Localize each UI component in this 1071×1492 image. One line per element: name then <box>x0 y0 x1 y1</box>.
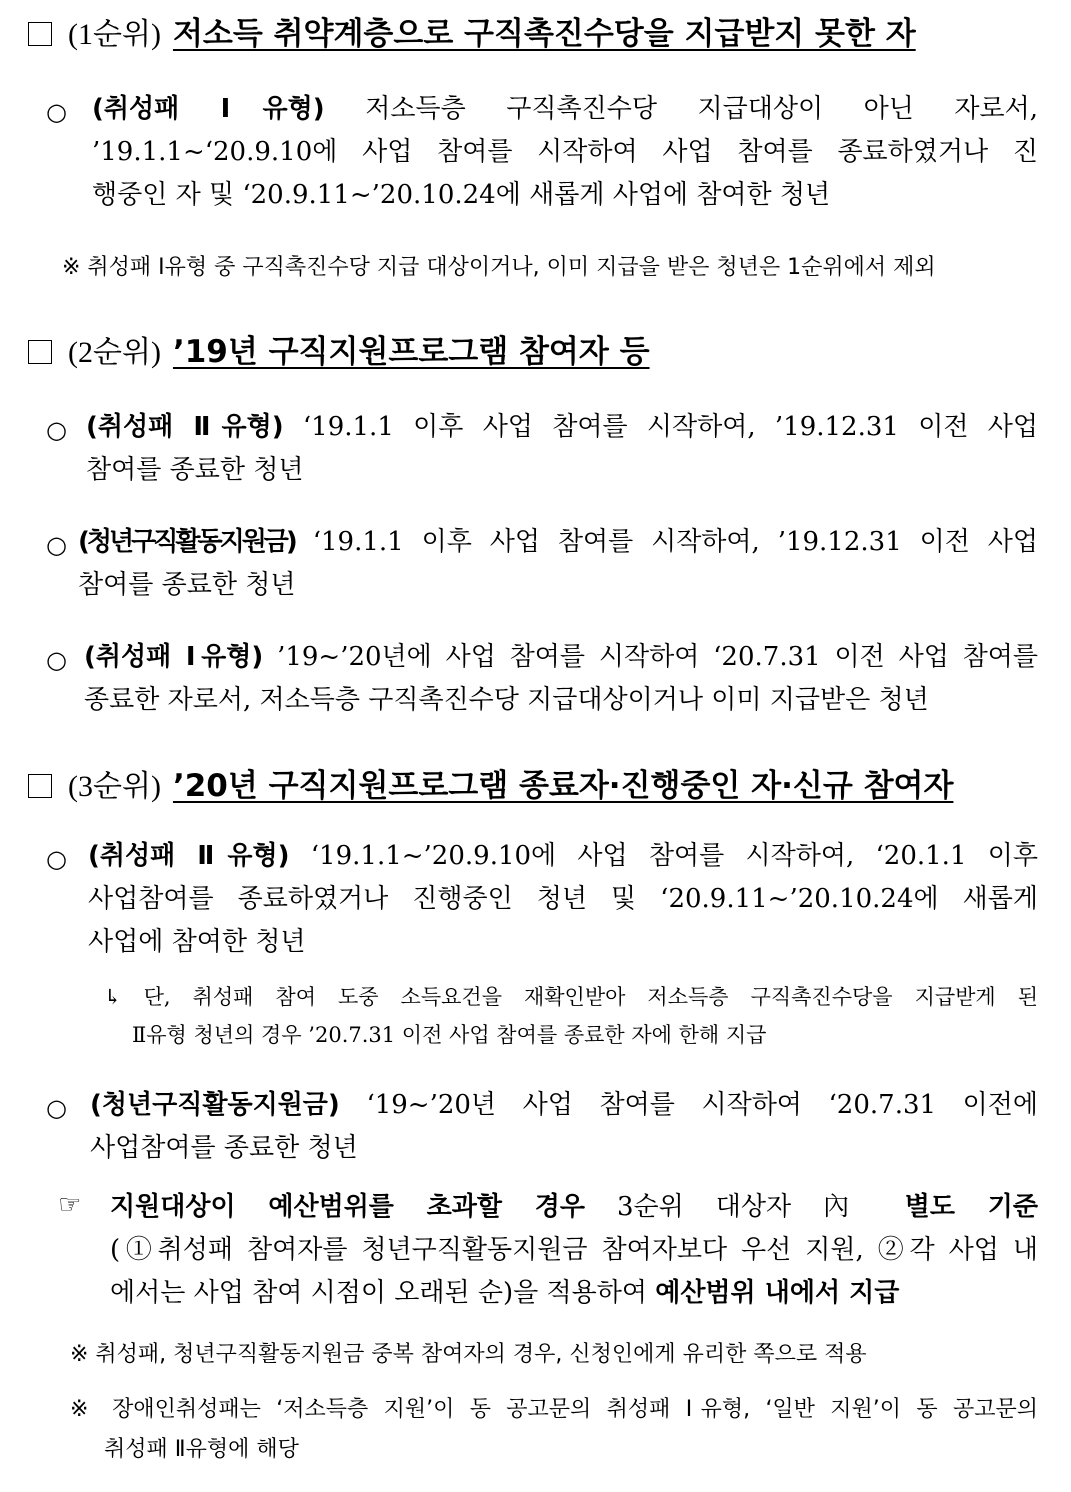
item-text: 저소득층 구직촉진수당 지급대상이 아닌 자로서, <box>365 94 1039 124</box>
note-text: ※ 장애인취성패는 ‘저소득층 지원’이 동 공고문의 취성패 Ⅰ유형, ‘일반 지원’이 동 공고문의 <box>70 1397 1038 1422</box>
item-tag: (청년구직활동지원금) <box>78 527 295 557</box>
checkbox-square-icon <box>28 22 52 46</box>
item-text: 참여를 종료한 청년 <box>78 570 296 600</box>
circle-bullet-icon: ○ <box>46 1094 67 1122</box>
item-tag: (취성패 Ⅰ유형) <box>84 642 264 672</box>
section-3-heading <box>28 766 953 807</box>
item-text: 종료한 자로서, 저소득층 구직촉진수당 지급대상이거나 이미 지급받은 청년 <box>84 685 929 715</box>
section-title: ’20년 구직지원프로그램 종료자·진행중인 자·신규 참여자 <box>172 768 954 804</box>
item-text: 참여를 종료한 청년 <box>86 455 304 485</box>
sub-note <box>104 978 1038 1054</box>
circle-bullet-icon: ○ <box>46 531 67 559</box>
item-text: ’19~’20년에 사업 참여를 시작하여 ‘20.7.31 이전 사업 참여를 <box>277 642 1038 672</box>
section-title: 저소득 취약계층으로 구직촉진수당을 지급받지 못한 자 <box>172 16 916 52</box>
budget-criteria <box>110 1186 1038 1315</box>
item-tag: (청년구직활동지원금) <box>90 1090 340 1120</box>
section-2-heading <box>28 332 650 373</box>
sub-note-text: ↳ 단, 취성패 참여 도중 소득요건을 재확인받아 저소득층 구직촉진수당을 지급받게 된 <box>104 985 1038 1009</box>
emphasis-text: 예산범위 내에서 지급 <box>655 1278 900 1308</box>
list-item <box>92 88 1038 217</box>
item-text: 사업참여를 종료하였거나 진행중인 청년 및 ‘20.9.11~’20.10.24에 새롭게 <box>88 884 1038 914</box>
circle-bullet-icon: ○ <box>46 845 67 873</box>
item-tag: (취성패 Ⅱ유형) <box>88 841 290 871</box>
emphasis-text: 지원대상이 예산범위를 초과할 경우 <box>110 1192 586 1222</box>
list-item <box>84 636 1038 722</box>
item-text: ‘19.1.1 이후 사업 참여를 시작하여, ’19.12.31 이전 사업 <box>302 412 1039 442</box>
note-text: 취성패 Ⅱ유형에 해당 <box>104 1437 299 1462</box>
note <box>70 1390 1038 1470</box>
criteria-text: 에서는 사업 참여 시점이 오래된 순)을 적용하여 <box>110 1278 647 1308</box>
list-item <box>90 1084 1038 1170</box>
item-text: ’19.1.1~‘20.9.10에 사업 참여를 시작하여 사업 참여를 종료하였거나 진 <box>92 137 1038 167</box>
circle-bullet-icon: ○ <box>46 98 67 126</box>
checkbox-square-icon <box>28 340 52 364</box>
item-text: ‘19.1.1 이후 사업 참여를 시작하여, ’19.12.31 이전 사업 <box>312 527 1039 557</box>
item-text: ‘19.1.1~’20.9.10에 사업 참여를 시작하여, ‘20.1.1 이후 <box>310 841 1038 871</box>
section-rank: (1순위) <box>68 18 161 51</box>
sub-note-text: Ⅱ유형 청년의 경우 ’20.7.31 이전 사업 참여를 종료한 자에 한해 지급 <box>132 1023 767 1047</box>
item-text: ‘19~’20년 사업 참여를 시작하여 ‘20.7.31 이전에 <box>366 1090 1039 1120</box>
section-rank: (2순위) <box>68 336 161 369</box>
checkbox-square-icon <box>28 774 52 798</box>
criteria-text: (①취성패 참여자를 청년구직활동지원금 참여자보다 우선 지원, ②각 사업 내 <box>110 1235 1038 1265</box>
section-title: ’19년 구직지원프로그램 참여자 등 <box>172 334 650 370</box>
list-item <box>88 835 1038 964</box>
item-tag: (취성패 Ⅱ유형) <box>86 412 284 442</box>
emphasis-text: 별도 기준 <box>904 1192 1039 1222</box>
item-text: 행중인 자 및 ‘20.9.11~’20.10.24에 새롭게 사업에 참여한 청년 <box>92 180 831 210</box>
note: ※ 취성패, 청년구직활동지원금 중복 참여자의 경우, 신청인에게 유리한 쪽으로 적용 <box>70 1342 867 1367</box>
list-item <box>86 406 1038 492</box>
section-1-heading <box>28 14 916 55</box>
item-text: 사업참여를 종료한 청년 <box>90 1133 358 1163</box>
item-tag: (취성패 Ⅰ유형) <box>92 94 325 124</box>
pointing-hand-icon: ☞ <box>58 1190 82 1220</box>
item-text: 사업에 참여한 청년 <box>88 927 306 957</box>
circle-bullet-icon: ○ <box>46 416 67 444</box>
circle-bullet-icon: ○ <box>46 646 67 674</box>
criteria-text: 3순위 대상자 內 <box>617 1192 873 1222</box>
note: ※ 취성패 Ⅰ유형 중 구직촉진수당 지급 대상이거나, 이미 지급을 받은 청년은 1순위에서 제외 <box>62 255 936 280</box>
list-item <box>78 521 1038 607</box>
section-rank: (3순위) <box>68 770 161 803</box>
